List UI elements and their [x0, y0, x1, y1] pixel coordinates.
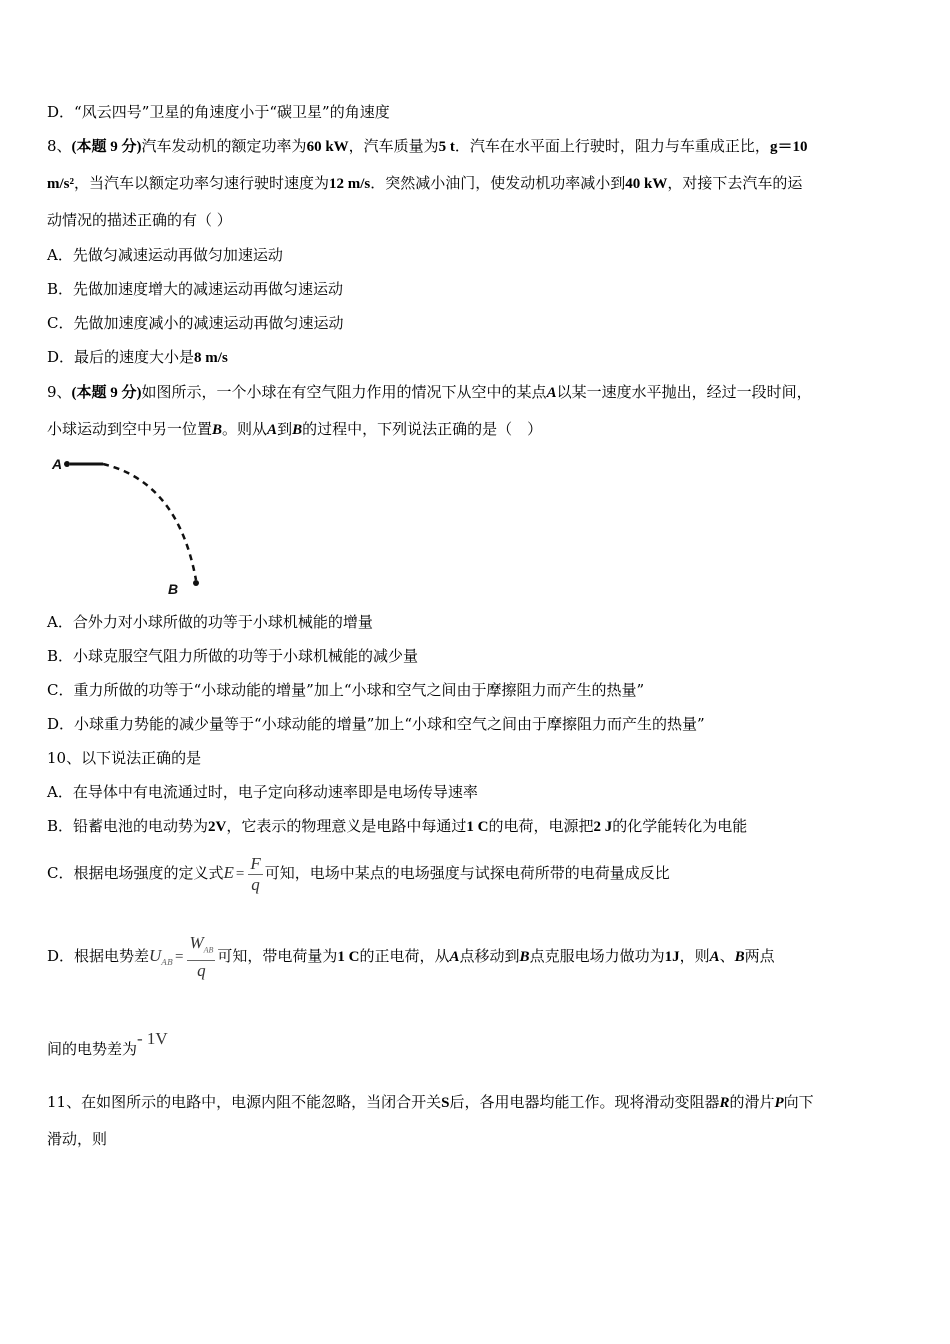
q7-option-d: D．“风云四号”卫星的角速度小于“碳卫星”的角速度	[47, 103, 390, 121]
trajectory-figure	[48, 452, 218, 602]
q9-stem-line2: 小球运动到空中另一位置B。则从A到B的过程中，下列说法正确的是（ ）	[47, 420, 543, 438]
q9-option-a: A．合外力对小球所做的功等于小球机械能的增量	[47, 613, 373, 631]
q8-option-a: A．先做匀减速运动再做匀加速运动	[47, 246, 283, 264]
q8-stem-line2: m/s²，当汽车以额定功率匀速行驶时速度为12 m/s．突然减小油门，使发动机功率减小到40 kW，对接下去汽车的运	[47, 174, 803, 192]
q11-stem-line2: 滑动，则	[47, 1130, 108, 1148]
figure-label-b: B	[168, 581, 179, 597]
field-strength-fraction: $\frac{F}{q}$	[250, 853, 261, 894]
point-a-dot	[64, 461, 70, 467]
q8-option-c: C．先做加速度减小的减速运动再做匀速运动	[47, 314, 344, 332]
q8-stem-line3: 动情况的描述正确的有（ ）	[47, 211, 232, 229]
q9-option-d: D．小球重力势能的减少量等于“小球动能的增量”加上“小球和空气之间由于摩擦阻力而产生的热量”	[47, 715, 705, 733]
q10-option-d: D．根据电势差$U_{AB}$ = $\frac{W_{AB}}{q}$ 可知，带电荷量为1 C的正电荷，从A点移动到B点克服电场力做功为1J，则A、B两点	[47, 933, 775, 981]
q10-option-a: A．在导体中有电流通过时，电子定向移动速率即是电场传导速率	[47, 783, 478, 801]
point-b-dot	[193, 580, 199, 586]
figure-label-a: A	[52, 456, 63, 472]
q9-option-b: B．小球克服空气阻力所做的功等于小球机械能的减少量	[47, 647, 419, 665]
q10-option-d-line2: 间的电势差为- 1V	[47, 1029, 168, 1058]
q8-option-b: B．先做加速度增大的减速运动再做匀速运动	[47, 280, 344, 298]
q10-option-c: C．根据电场强度的定义式E = $\frac{F}{q}$ 可知，电场中某点的电场强度与试探电荷所带的电荷量成反比	[47, 853, 670, 894]
trajectory-dashed-curve	[103, 464, 196, 580]
q11-stem-line1: 11、在如图所示的电路中，电源内阻不能忽略，当闭合开关S后，各用电器均能工作。现将滑动变阻器R的滑片P向下	[47, 1093, 814, 1111]
q10-option-b: B．铅蓄电池的电动势为2V，它表示的物理意义是电路中每通过1 C的电荷，电源把2 J的化学能转化为电能	[47, 817, 748, 835]
q8-stem-line1: 8、(本题 9 分)汽车发动机的额定功率为60 kW，汽车质量为5 t．汽车在水平面上行驶时，阻力与车重成正比，g＝10	[47, 137, 808, 155]
q10-stem: 10、以下说法正确的是	[47, 749, 202, 767]
q8-option-d: D．最后的速度大小是8 m/s	[47, 348, 228, 366]
q9-option-c: C．重力所做的功等于“小球动能的增量”加上“小球和空气之间由于摩擦阻力而产生的热量”	[47, 681, 645, 699]
potential-difference-fraction: $\frac{W_{AB}}{q}$	[189, 933, 214, 981]
q9-stem-line1: 9、(本题 9 分)如图所示，一个小球在有空气阻力作用的情况下从空中的某点A以某一速度水平抛出，经过一段时间，	[47, 383, 812, 401]
